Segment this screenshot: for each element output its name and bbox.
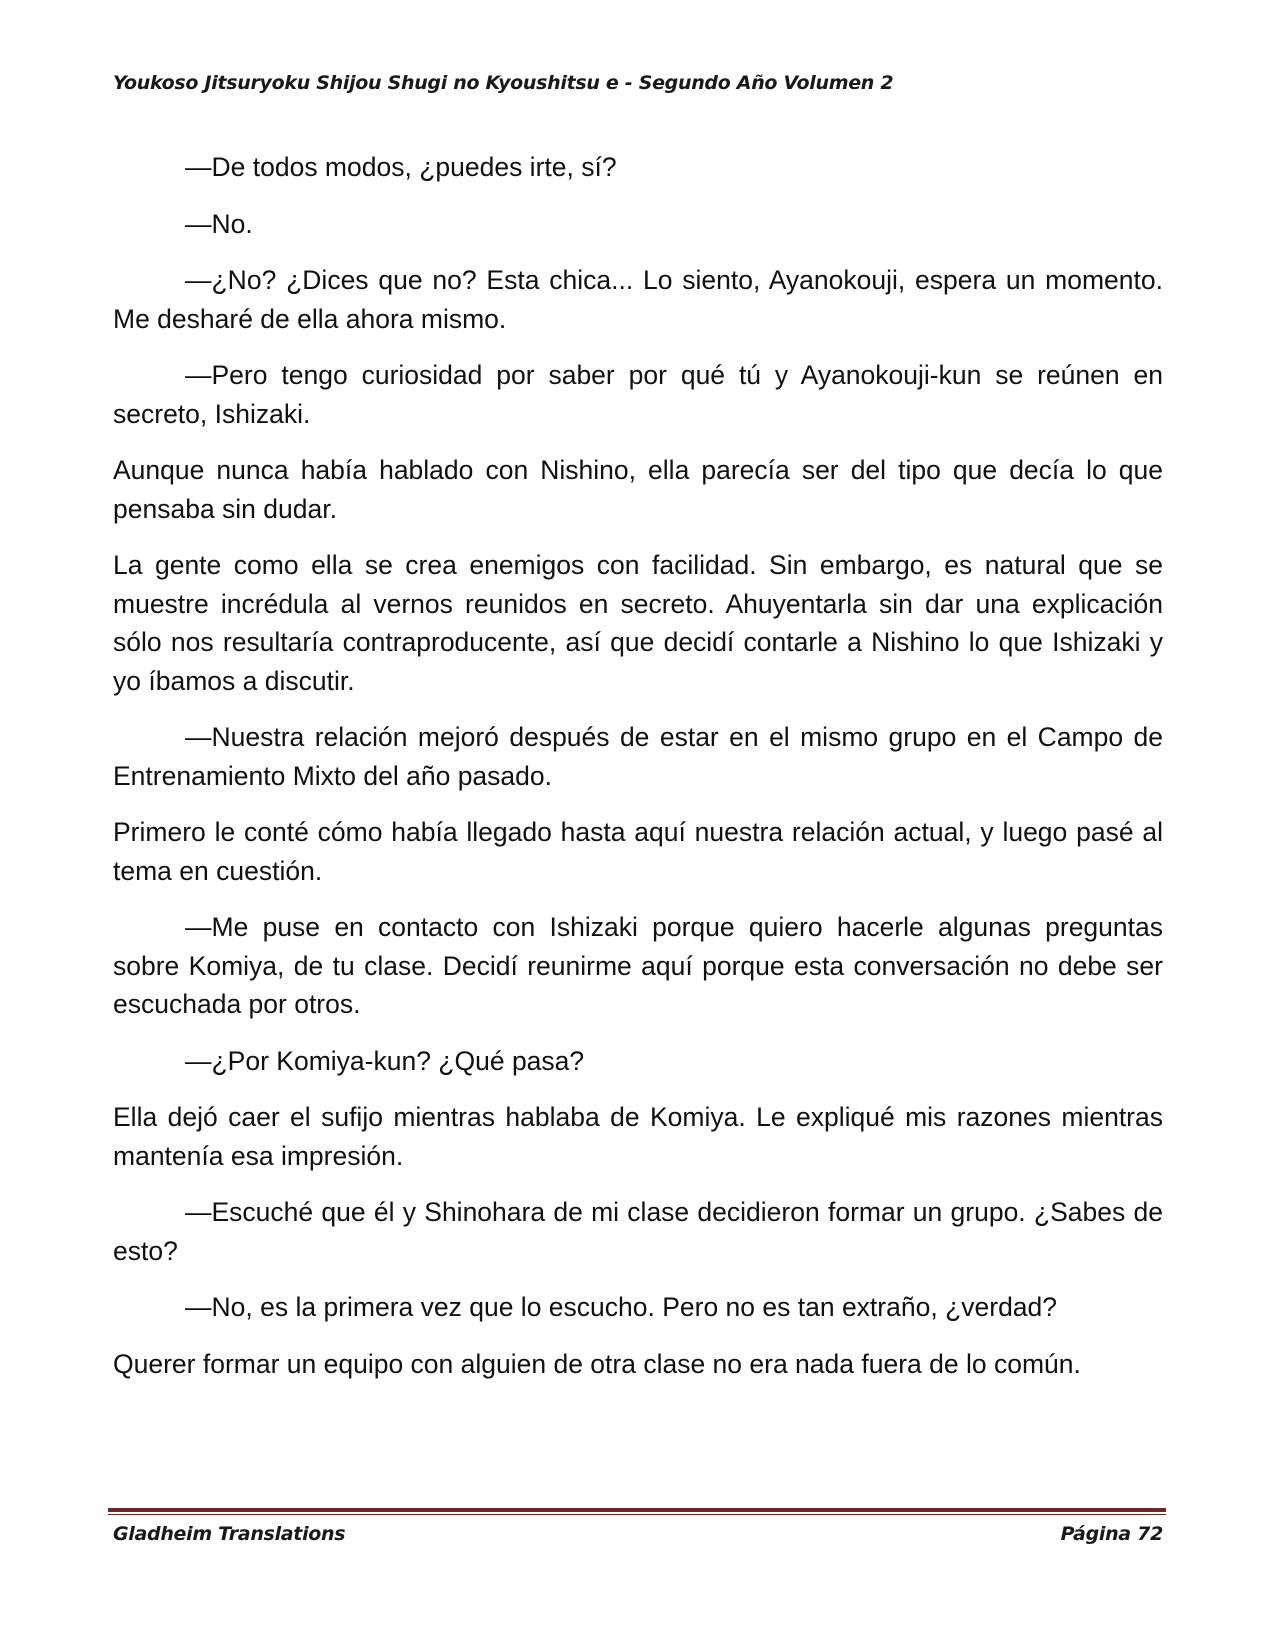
narration-paragraph: La gente como ella se crea enemigos con facilidad. Sin embargo, es natural que se muestre incrédula al vernos reunidos en secreto. Ahuyentarla sin dar una explicación sólo nos resultaría contraproducente, así que decidí contarle a Nishino lo que Ishizaki y yo íbamos a discutir. bbox=[113, 550, 1163, 696]
dialogue-line: —¿No? ¿Dices que no? Esta chica... Lo siento, Ayanokouji, espera un momento. Me desharé de ella ahora mismo. bbox=[113, 265, 1163, 334]
page-body bbox=[113, 148, 1163, 1401]
footer-divider bbox=[108, 1508, 1166, 1515]
narration-paragraph: Aunque nunca había hablado con Nishino, ella parecía ser del tipo que decía lo que pensaba sin dudar. bbox=[113, 455, 1163, 524]
dialogue-line: —No. bbox=[185, 208, 253, 239]
footer-divider-thin bbox=[108, 1514, 1166, 1515]
narration-paragraph: Ella dejó caer el sufijo mientras hablaba de Komiya. Le expliqué mis razones mientras mantenía esa impresión. bbox=[113, 1102, 1163, 1171]
running-header: Youkoso Jitsuryoku Shijou Shugi no Kyoushitsu e - Segundo Año Volumen 2 bbox=[113, 72, 894, 94]
dialogue-line: —Escuché que él y Shinohara de mi clase decidieron formar un grupo. ¿Sabes de esto? bbox=[113, 1197, 1163, 1266]
dialogue-line: —Pero tengo curiosidad por saber por qué tú y Ayanokouji-kun se reúnen en secreto, Ishizaki. bbox=[113, 360, 1163, 429]
narration-paragraph: Querer formar un equipo con alguien de otra clase no era nada fuera de lo común. bbox=[113, 1348, 1081, 1379]
dialogue-line: —De todos modos, ¿puedes irte, sí? bbox=[185, 152, 617, 182]
dialogue-line: —¿Por Komiya-kun? ¿Qué pasa? bbox=[185, 1045, 585, 1076]
dialogue-line: —Me puse en contacto con Ishizaki porque quiero hacerle algunas preguntas sobre Komiya, de tu clase. Decidí reunirme aquí porque esta conversación no debe ser escuchada por otros. bbox=[113, 912, 1163, 1019]
dialogue-line: —Nuestra relación mejoró después de estar en el mismo grupo en el Campo de Entrenamiento Mixto del año pasado. bbox=[113, 722, 1163, 791]
footer-credit: Gladheim Translations bbox=[113, 1523, 346, 1545]
page-number: Página 72 bbox=[1060, 1523, 1163, 1545]
narration-paragraph: Primero le conté cómo había llegado hasta aquí nuestra relación actual, y luego pasé al tema en cuestión. bbox=[113, 817, 1163, 886]
dialogue-line: —No, es la primera vez que lo escucho. Pero no es tan extraño, ¿verdad? bbox=[185, 1292, 1058, 1322]
